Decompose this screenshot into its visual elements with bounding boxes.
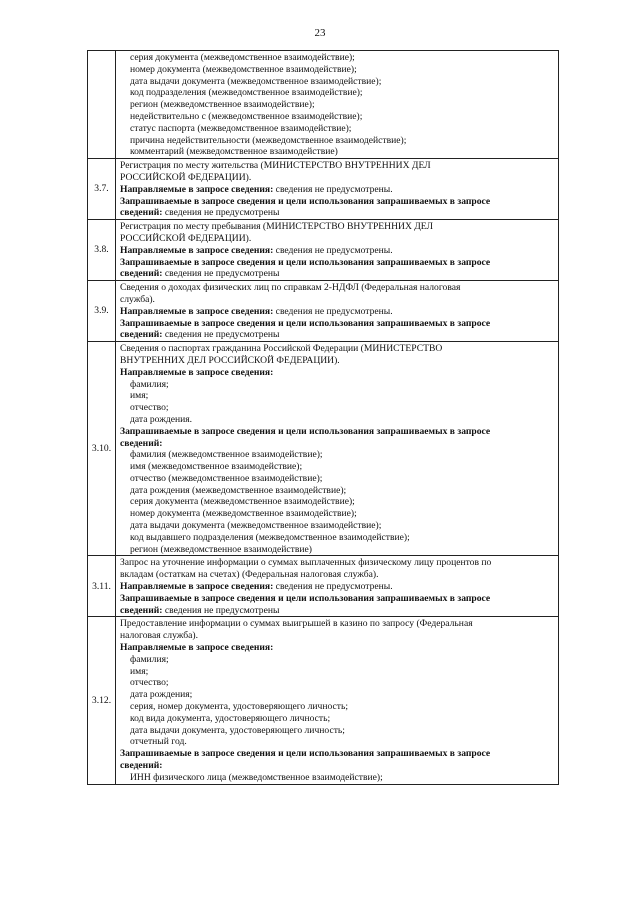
list-item: код подразделения (межведомственное взаимодействие);	[130, 87, 363, 99]
requested-label: Запрашиваемые в запросе сведения и цели использования запрашиваемых в запросе	[120, 425, 491, 437]
requested-label: сведений:	[120, 207, 163, 219]
list-item: недействительно с (межведомственное взаимодействие);	[130, 110, 363, 122]
table-row	[88, 281, 559, 342]
requested-label: сведений:	[120, 329, 163, 341]
requested-value: сведения не предусмотрены	[162, 329, 280, 341]
requested-label: сведений:	[120, 760, 163, 772]
list-item: регион (межведомственное взаимодействие);	[130, 99, 315, 111]
sent-value: сведения не предусмотрены.	[273, 183, 393, 195]
row-title: служба).	[120, 293, 155, 305]
list-item: номер документа (межведомственное взаимодействие);	[130, 63, 357, 75]
sent-value: сведения не предусмотрены.	[273, 244, 393, 256]
requirements-table	[87, 50, 559, 785]
requested-label: Запрашиваемые в запросе сведения и цели использования запрашиваемых в запросе	[120, 317, 491, 329]
list-item: статус паспорта (межведомственное взаимодействие);	[130, 122, 352, 134]
requested-label: Запрашиваемые в запросе сведения и цели использования запрашиваемых в запросе	[120, 748, 491, 760]
row-content	[116, 617, 559, 784]
row-number: 3.12.	[88, 617, 116, 784]
list-item: номер документа (межведомственное взаимодействие);	[130, 508, 357, 520]
list-item: дата выдачи документа (межведомственное взаимодействие);	[130, 520, 382, 532]
list-item: фамилия (межведомственное взаимодействие);	[130, 449, 323, 461]
row-content	[116, 342, 559, 556]
row-number: 3.11.	[88, 556, 116, 617]
list-item: дата выдачи документа (межведомственное взаимодействие);	[130, 75, 382, 87]
sent-label: Направляемые в запросе сведения:	[120, 244, 274, 256]
requested-value: сведения не предусмотрены	[162, 268, 280, 280]
requested-label: сведений:	[120, 437, 163, 449]
list-item: серия, номер документа, удостоверяющего личность;	[130, 701, 349, 713]
row-title: Регистрация по месту жительства (МИНИСТЕРСТВО ВНУТРЕННИХ ДЕЛ	[120, 160, 431, 172]
row-title: Запрос на уточнение информации о суммах выплаченных физическому лицу процентов по	[120, 557, 492, 569]
requested-label: Запрашиваемые в запросе сведения и цели использования запрашиваемых в запросе	[120, 256, 491, 268]
row-title: ВНУТРЕННИХ ДЕЛ РОССИЙСКОЙ ФЕДЕРАЦИИ).	[120, 354, 340, 366]
list-item: имя (межведомственное взаимодействие);	[130, 461, 303, 473]
sent-value: сведения не предусмотрены.	[273, 305, 393, 317]
list-item: фамилия;	[130, 378, 169, 390]
sent-label: Направляемые в запросе сведения:	[120, 642, 274, 654]
sent-label: Направляемые в запросе сведения:	[120, 183, 274, 195]
list-item: дата рождения;	[130, 689, 193, 701]
row-number: 3.10.	[88, 342, 116, 556]
list-item: код выдавшего подразделения (межведомственное взаимодействие);	[130, 531, 410, 543]
list-item: ИНН физического лица (межведомственное взаимодействие);	[130, 771, 383, 783]
sent-label: Направляемые в запросе сведения:	[120, 305, 274, 317]
table-row	[88, 51, 559, 159]
row-number: 3.9.	[88, 281, 116, 342]
requested-label: Запрашиваемые в запросе сведения и цели использования запрашиваемых в запросе	[120, 592, 491, 604]
list-item: код вида документа, удостоверяющего личность;	[130, 712, 331, 724]
sent-label: Направляемые в запросе сведения:	[120, 366, 274, 378]
table-row	[88, 556, 559, 617]
row-number	[88, 51, 116, 159]
row-content	[116, 281, 559, 342]
requested-label: сведений:	[120, 268, 163, 280]
list-item: отчество (межведомственное взаимодействие);	[130, 472, 323, 484]
row-title: Сведения о паспортах гражданина Российской Федерации (МИНИСТЕРСТВО	[120, 343, 443, 355]
row-number: 3.8.	[88, 220, 116, 281]
row-content	[116, 556, 559, 617]
list-item: причина недействительности (межведомственное взаимодействие);	[130, 134, 407, 146]
list-item: фамилия;	[130, 653, 169, 665]
page-number: 23	[314, 27, 326, 39]
row-title: РОССИЙСКОЙ ФЕДЕРАЦИИ).	[120, 171, 252, 183]
row-title: Регистрация по месту пребывания (МИНИСТЕРСТВО ВНУТРЕННИХ ДЕЛ	[120, 221, 434, 233]
sent-value: сведения не предусмотрены.	[273, 581, 393, 593]
row-title: Сведения о доходах физических лиц по справкам 2-НДФЛ (Федеральная налоговая	[120, 282, 461, 294]
list-item: серия документа (межведомственное взаимодействие);	[130, 496, 355, 508]
row-title: налоговая служба).	[120, 630, 198, 642]
table-row	[88, 220, 559, 281]
row-number: 3.7.	[88, 159, 116, 220]
list-item: дата выдачи документа, удостоверяющего личность;	[130, 724, 345, 736]
table-row	[88, 342, 559, 556]
list-item: регион (межведомственное взаимодействие)	[130, 543, 312, 555]
row-title: РОССИЙСКОЙ ФЕДЕРАЦИИ).	[120, 232, 252, 244]
list-item: дата рождения.	[130, 413, 193, 425]
list-item: дата рождения (межведомственное взаимодействие);	[130, 484, 347, 496]
row-content	[116, 220, 559, 281]
row-content	[116, 51, 559, 159]
requested-label: сведений:	[120, 604, 163, 616]
row-title: вкладам (остаткам на счетах) (Федеральная налоговая служба).	[120, 569, 379, 581]
row-content	[116, 159, 559, 220]
table-row	[88, 617, 559, 784]
list-item: отчетный год.	[130, 736, 187, 748]
list-item: комментарий (межведомственное взаимодействие)	[130, 146, 338, 158]
requested-value: сведения не предусмотрены	[162, 604, 280, 616]
row-title: Предоставление информации о суммах выигрышей в казино по запросу (Федеральная	[120, 618, 473, 630]
list-item: имя;	[130, 390, 149, 402]
list-item: отчество;	[130, 677, 169, 689]
sent-label: Направляемые в запросе сведения:	[120, 581, 274, 593]
list-item: серия документа (межведомственное взаимодействие);	[130, 52, 355, 63]
list-item: отчество;	[130, 402, 169, 414]
requested-label: Запрашиваемые в запросе сведения и цели использования запрашиваемых в запросе	[120, 195, 491, 207]
table-row	[88, 159, 559, 220]
list-item: имя;	[130, 665, 149, 677]
requested-value: сведения не предусмотрены	[162, 207, 280, 219]
